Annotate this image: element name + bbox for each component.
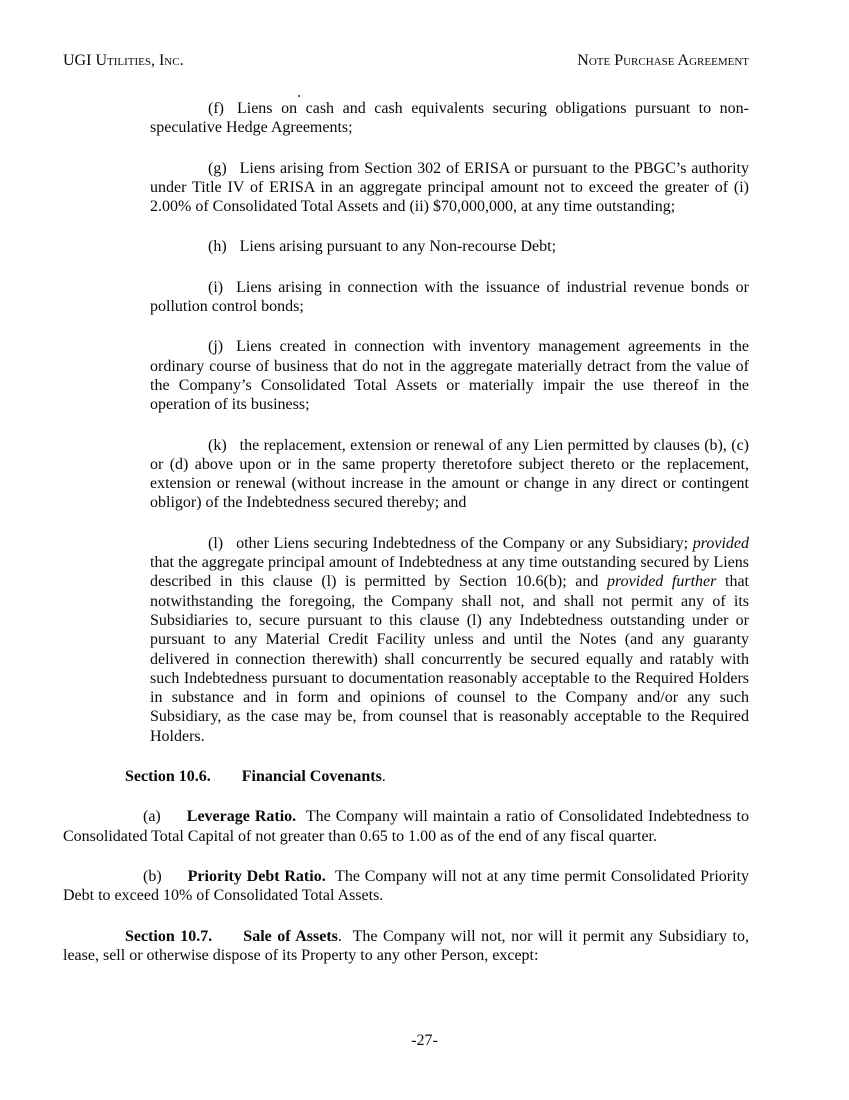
paragraph-10-6-b	[63, 867, 749, 906]
text-run: (i)	[208, 278, 224, 296]
text-run: Sale of Assets	[243, 927, 338, 945]
clause-g	[150, 159, 749, 217]
text-run: (k)	[208, 436, 227, 454]
header-document-title: Note Purchase Agreement	[577, 52, 749, 69]
text-run: Financial Covenants	[241, 768, 382, 786]
clause-j	[150, 337, 749, 414]
page-number: -27-	[411, 1032, 438, 1049]
clause-f	[150, 99, 749, 138]
text-run: provided further	[607, 573, 717, 591]
text-run: (a)	[143, 808, 161, 826]
text-run: (j)	[208, 338, 224, 356]
text-run: Leverage Ratio.	[186, 808, 297, 826]
text-run: (b)	[143, 867, 162, 885]
text-run: (h)	[208, 238, 227, 256]
text-run: Section 10.6.	[125, 768, 211, 786]
text-run: Liens created in connection with inventory management agreements in the ordinary course of business that do not in the aggregate materially detract from the value of the Company’s Consolidated Total Assets or materially impair the use thereof in the operation of its business;	[150, 338, 749, 414]
text-run: .	[381, 768, 386, 786]
text-run: the replacement, extension or renewal of any Lien permitted by clauses (b), (c) or (d) above upon or in the same property theretofore subject thereto or the replacement, extension or renewal (without increase in the amount or change in any direct or contingent obligor) of the Indebtedness secured thereby; and	[150, 436, 749, 512]
clause-i	[150, 278, 749, 317]
scan-artifact-dot	[298, 95, 300, 97]
page-header	[63, 51, 749, 70]
text-run: Liens on cash and cash equivalents securing obligations pursuant to non-speculative Hedge Agreements;	[150, 100, 749, 137]
page-footer	[0, 1031, 849, 1050]
text-run: provided	[692, 534, 749, 552]
clause-h	[150, 237, 749, 256]
section-10-6-heading	[63, 767, 749, 786]
clause-k	[150, 436, 749, 513]
text-run: Liens arising from Section 302 of ERISA or pursuant to the PBGC’s authority under Title IV of ERISA in an aggregate principal amount not to exceed the greater of (i) 2.00% of Consolidated Total Assets and (ii) $70,000,000, at any time outstanding;	[150, 159, 749, 216]
text-run: Liens arising in connection with the issuance of industrial revenue bonds or pollution control bonds;	[150, 278, 749, 316]
text-run: (l)	[208, 534, 224, 552]
text-run: other Liens securing Indebtedness of the Company or any Subsidiary;	[236, 534, 693, 552]
text-run: Liens arising pursuant to any Non-recourse Debt;	[239, 238, 557, 256]
text-run: (f)	[208, 100, 224, 117]
text-run: Priority Debt Ratio.	[187, 867, 326, 885]
section-10-7	[63, 927, 749, 966]
paragraph-10-6-a	[63, 807, 749, 846]
header-company-name: UGI Utilities, Inc.	[63, 52, 184, 69]
text-run: that the aggregate principal amount of Indebtedness at any time outstanding secured by Liens described in this clause (l) is permitted by Section 10.6(b); and	[150, 554, 749, 591]
text-run: that notwithstanding the foregoing, the Company shall not, and shall not permit any of its Subsidiaries to, secure pursuant to this clause (l) any Indebtedness outstanding under or pursuant to any Material Credit Facility unless and until the Notes (and any guaranty delivered in connection therewith) shall concurrently be secured equally and ratably with such Indebtedness pursuant to documentation reasonably acceptable to the Required Holders in substance and in form and opinions of counsel to the Company and/or any such Subsidiary, as the case may be, from counsel that is reasonably acceptable to the Required Holders.	[150, 573, 749, 745]
clause-l	[150, 534, 749, 746]
text-run: . The Company will not, nor will it permit any Subsidiary to, lease, sell or otherwise dispose of its Property to any other Person, except:	[63, 927, 749, 964]
text-run: The Company will maintain a ratio of Consolidated Indebtedness to Consolidated Total Capital of not greater than 0.65 to 1.00 as of the end of any fiscal quarter.	[63, 808, 750, 845]
text-run: The Company will not at any time permit Consolidated Priority Debt to exceed 10% of Consolidated Total Assets.	[63, 867, 750, 905]
text-run: Section 10.7.	[125, 927, 213, 945]
text-run: (g)	[208, 159, 227, 177]
document-body	[63, 99, 749, 965]
